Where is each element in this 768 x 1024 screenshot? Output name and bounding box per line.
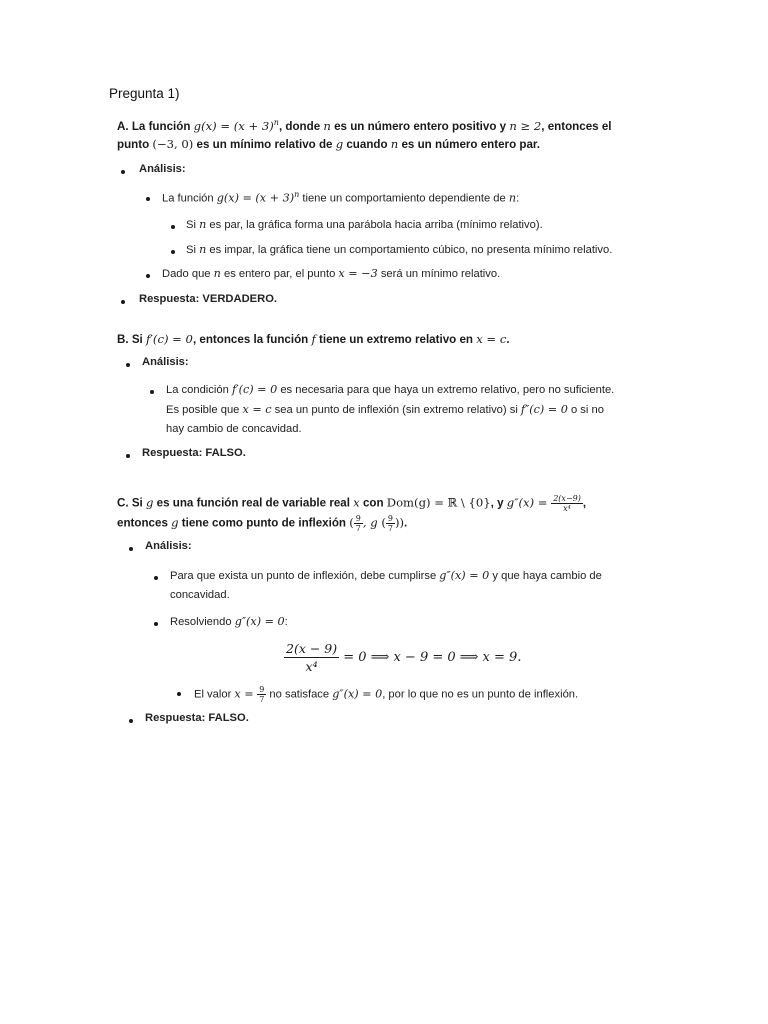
a-item-2 (162, 267, 500, 280)
text: : (516, 192, 520, 205)
text: , entonces la función (192, 333, 312, 346)
math: )) (394, 515, 405, 530)
answer-c: Respuesta: FALSO. (145, 712, 249, 724)
math: x = −3 (338, 267, 378, 280)
fraction-denominator: x⁴ (305, 659, 318, 674)
math-fraction (551, 494, 583, 513)
text: Resolviendo (170, 616, 235, 628)
math: g (171, 515, 179, 530)
math: x (353, 495, 360, 510)
text: es entero par, el punto (220, 268, 339, 280)
text: C. Si (117, 496, 146, 510)
math: n (199, 218, 207, 231)
text: , (582, 496, 587, 510)
analysis-label-c: Análisis: (145, 540, 192, 552)
question-c-heading-line2 (117, 514, 407, 533)
text: : (284, 616, 288, 628)
math: (−3, 0) (152, 137, 194, 151)
text: y que haya cambio de (489, 570, 602, 582)
text: es impar, la gráfica tiene un comportamiento cúbico, no presenta mínimo relativo. (206, 244, 613, 256)
page-title: Pregunta 1) (109, 86, 180, 101)
a-sub-item-1 (186, 218, 543, 231)
bullet-icon (171, 225, 175, 229)
math: x = (234, 687, 258, 701)
math-fraction (257, 685, 266, 704)
text: . (404, 516, 408, 530)
text: La condición (166, 384, 232, 396)
math: f″(c) = 0 (520, 403, 568, 416)
text: Si (186, 244, 200, 256)
math: g(x) = (x + 3) (216, 191, 295, 205)
display-equation (284, 640, 521, 675)
math-fraction (354, 514, 363, 533)
text: , donde (278, 119, 324, 133)
b-item-line1 (166, 383, 614, 396)
math: x = c (242, 403, 272, 416)
math: n (508, 191, 517, 205)
bullet-icon (146, 274, 150, 278)
fraction-numerator: 9 (259, 685, 265, 694)
text: tiene un extremo relativo en (315, 333, 477, 346)
math: n (323, 118, 331, 133)
math: g(x) = (x + 3) (193, 118, 274, 133)
math: n (199, 243, 207, 256)
math: f (311, 332, 316, 346)
math: ( (349, 515, 354, 530)
math: Dom(g) = ℝ \ {0} (386, 495, 491, 510)
analysis-label-b: Análisis: (142, 356, 189, 368)
bullet-icon (150, 390, 154, 394)
text: Es posible que (166, 404, 243, 416)
question-c-heading-line1 (117, 494, 586, 513)
c-sub-item (194, 685, 578, 704)
fraction-numerator: 2(x−9) (553, 494, 581, 503)
math-fraction (386, 514, 395, 533)
text: B. Si (117, 333, 146, 346)
text: , por lo que no es un punto de inflexión. (382, 688, 579, 701)
text: sea un punto de inflexión (sin extremo relativo) si (271, 404, 521, 416)
bullet-icon (177, 692, 181, 696)
question-b-heading (117, 332, 510, 346)
math: f′(c) = 0 (231, 383, 278, 396)
text: entonces (117, 516, 172, 530)
text: es un número entero par. (398, 138, 540, 151)
text: Si (186, 219, 200, 231)
bullet-icon (129, 719, 133, 723)
math: n (390, 137, 399, 151)
bullet-icon (146, 197, 150, 201)
math: n (213, 267, 221, 280)
text: cuando (343, 138, 391, 151)
text: tiene como punto de inflexión (178, 516, 350, 530)
math: n ≥ 2 (509, 118, 542, 133)
math-exponent: n (294, 190, 300, 199)
question-a-heading-line1 (117, 118, 612, 133)
math: g″(x) = (506, 495, 552, 510)
fraction-numerator: 9 (355, 514, 361, 523)
a-item-1 (162, 190, 519, 205)
c-item-2 (170, 615, 288, 628)
math: ( (381, 515, 386, 530)
bullet-icon (154, 576, 158, 580)
math: g″(x) = 0 (332, 687, 383, 701)
answer-a: Respuesta: VERDADERO. (139, 293, 278, 305)
text: no satisface (266, 688, 333, 701)
math: g″(x) = 0 (234, 615, 285, 628)
text: Para que exista un punto de inflexión, debe cumplirse (170, 570, 440, 582)
fraction-denominator: 7 (355, 524, 361, 533)
answer-b: Respuesta: FALSO. (142, 447, 246, 459)
math: g (146, 495, 154, 510)
bullet-icon (154, 622, 158, 626)
equation-rest: = 0 ⟹ x − 9 = 0 ⟹ x = 9. (339, 650, 522, 665)
math: f′(c) = 0 (146, 332, 193, 346)
b-item-line2 (166, 403, 604, 416)
fraction-denominator: x⁴ (563, 504, 571, 513)
bullet-icon (121, 300, 125, 304)
text: con (359, 496, 387, 510)
math-fraction (284, 640, 339, 675)
text: punto (117, 138, 153, 151)
bullet-icon (126, 454, 130, 458)
text: . (506, 333, 510, 346)
text: Dado que (162, 268, 214, 280)
c-item-1-line2: concavidad. (170, 589, 230, 601)
text: es un número entero positivo y (330, 119, 510, 133)
analysis-label-a: Análisis: (139, 163, 186, 175)
c-item-1-line1 (170, 569, 602, 582)
question-a-heading-line2 (117, 137, 540, 151)
text: La función (162, 192, 217, 205)
text: es un mínimo relativo de (193, 138, 336, 151)
text: es una función real de variable real (153, 496, 354, 510)
a-sub-item-2 (186, 243, 612, 256)
text: o si no (567, 404, 604, 416)
text: El valor (194, 688, 235, 701)
fraction-denominator: 7 (387, 524, 393, 533)
text: es necesaria para que haya un extremo relativo, pero no suficiente. (277, 384, 615, 396)
bullet-icon (171, 250, 175, 254)
text: , y (490, 496, 507, 510)
bullet-icon (126, 363, 130, 367)
bullet-icon (121, 170, 125, 174)
text: A. La función (117, 119, 194, 133)
math-exponent: n (273, 118, 279, 127)
math: g (335, 137, 344, 151)
math: , g (362, 515, 382, 530)
fraction-numerator: 2(x − 9) (286, 641, 338, 656)
fraction-numerator: 9 (387, 514, 393, 523)
math: x = c (476, 332, 507, 346)
text: tiene un comportamiento dependiente de (299, 192, 509, 205)
b-item-line3: hay cambio de concavidad. (166, 423, 302, 435)
text: es par, la gráfica forma una parábola hacia arriba (mínimo relativo). (206, 219, 543, 231)
bullet-icon (129, 547, 133, 551)
text: , entonces el (541, 119, 612, 133)
fraction-denominator: 7 (259, 695, 265, 704)
math: g″(x) = 0 (439, 569, 490, 582)
text: será un mínimo relativo. (377, 268, 501, 280)
